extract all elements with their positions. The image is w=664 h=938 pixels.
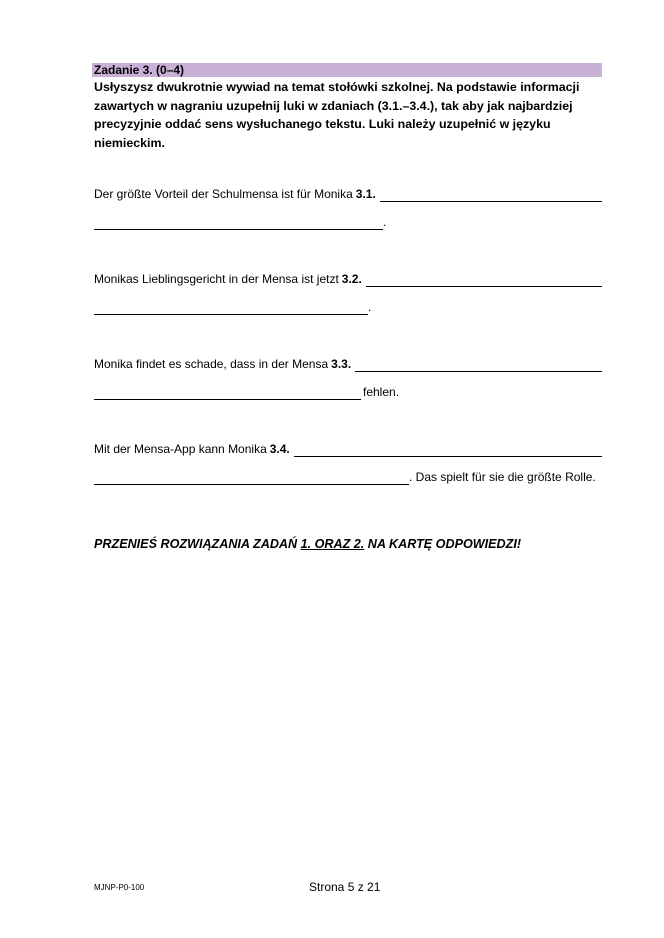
sentence-suffix: . Das spielt für sie die größte Rolle.	[409, 470, 596, 484]
answer-blank-line1[interactable]	[294, 444, 602, 457]
transfer-notice	[94, 537, 521, 551]
sentence-prefix: Mit der Mensa-App kann Monika	[94, 442, 267, 456]
sentence-suffix: .	[368, 300, 372, 314]
task-instructions: Usłyszysz dwukrotnie wywiad na temat stołówki szkolnej. Na podstawie informacji zawartych w nagraniu uzupełnij luki w zdaniach (3.1.–3.4.), tak aby jak najbardziej precyzyjnie oddać sens wysłuchanego tekstu. Luki należy uzupełnić w języku niemieckim.	[94, 80, 580, 150]
notice-part2: NA KARTĘ ODPOWIEDZI!	[364, 537, 522, 551]
gap-item-3-2	[94, 271, 602, 315]
sentence-suffix: .	[383, 215, 387, 229]
sentence-suffix: fehlen.	[363, 385, 400, 399]
gap-item-3-1	[94, 186, 602, 230]
footer-page-number: Strona 5 z 21	[309, 880, 381, 894]
item-number: 3.1.	[355, 187, 376, 201]
notice-part1: PRZENIEŚ ROZWIĄZANIA ZADAŃ	[94, 537, 301, 551]
item-number: 3.2.	[341, 272, 362, 286]
answer-blank-line2[interactable]	[94, 302, 368, 315]
gap-item-3-3	[94, 356, 602, 400]
notice-underlined: 1. ORAZ 2.	[300, 537, 365, 551]
item-number: 3.4.	[269, 442, 290, 456]
answer-blank-line1[interactable]	[366, 274, 602, 287]
answer-blank-line2[interactable]	[94, 387, 361, 400]
answer-blank-line2[interactable]	[94, 217, 383, 230]
sentence-prefix: Der größte Vorteil der Schulmensa ist für Monika	[94, 187, 353, 201]
answer-blank-line2[interactable]	[94, 472, 409, 485]
gap-item-3-4	[94, 441, 602, 485]
footer-exam-code: MJNP-P0-100	[94, 883, 145, 892]
answer-blank-line1[interactable]	[380, 189, 602, 202]
sentence-prefix: Monikas Lieblingsgericht in der Mensa ist jetzt	[94, 272, 339, 286]
item-number: 3.3.	[331, 357, 352, 371]
sentence-prefix: Monika findet es schade, dass in der Mensa	[94, 357, 329, 371]
answer-blank-line1[interactable]	[355, 359, 602, 372]
task-header: Zadanie 3. (0–4)	[92, 63, 602, 77]
